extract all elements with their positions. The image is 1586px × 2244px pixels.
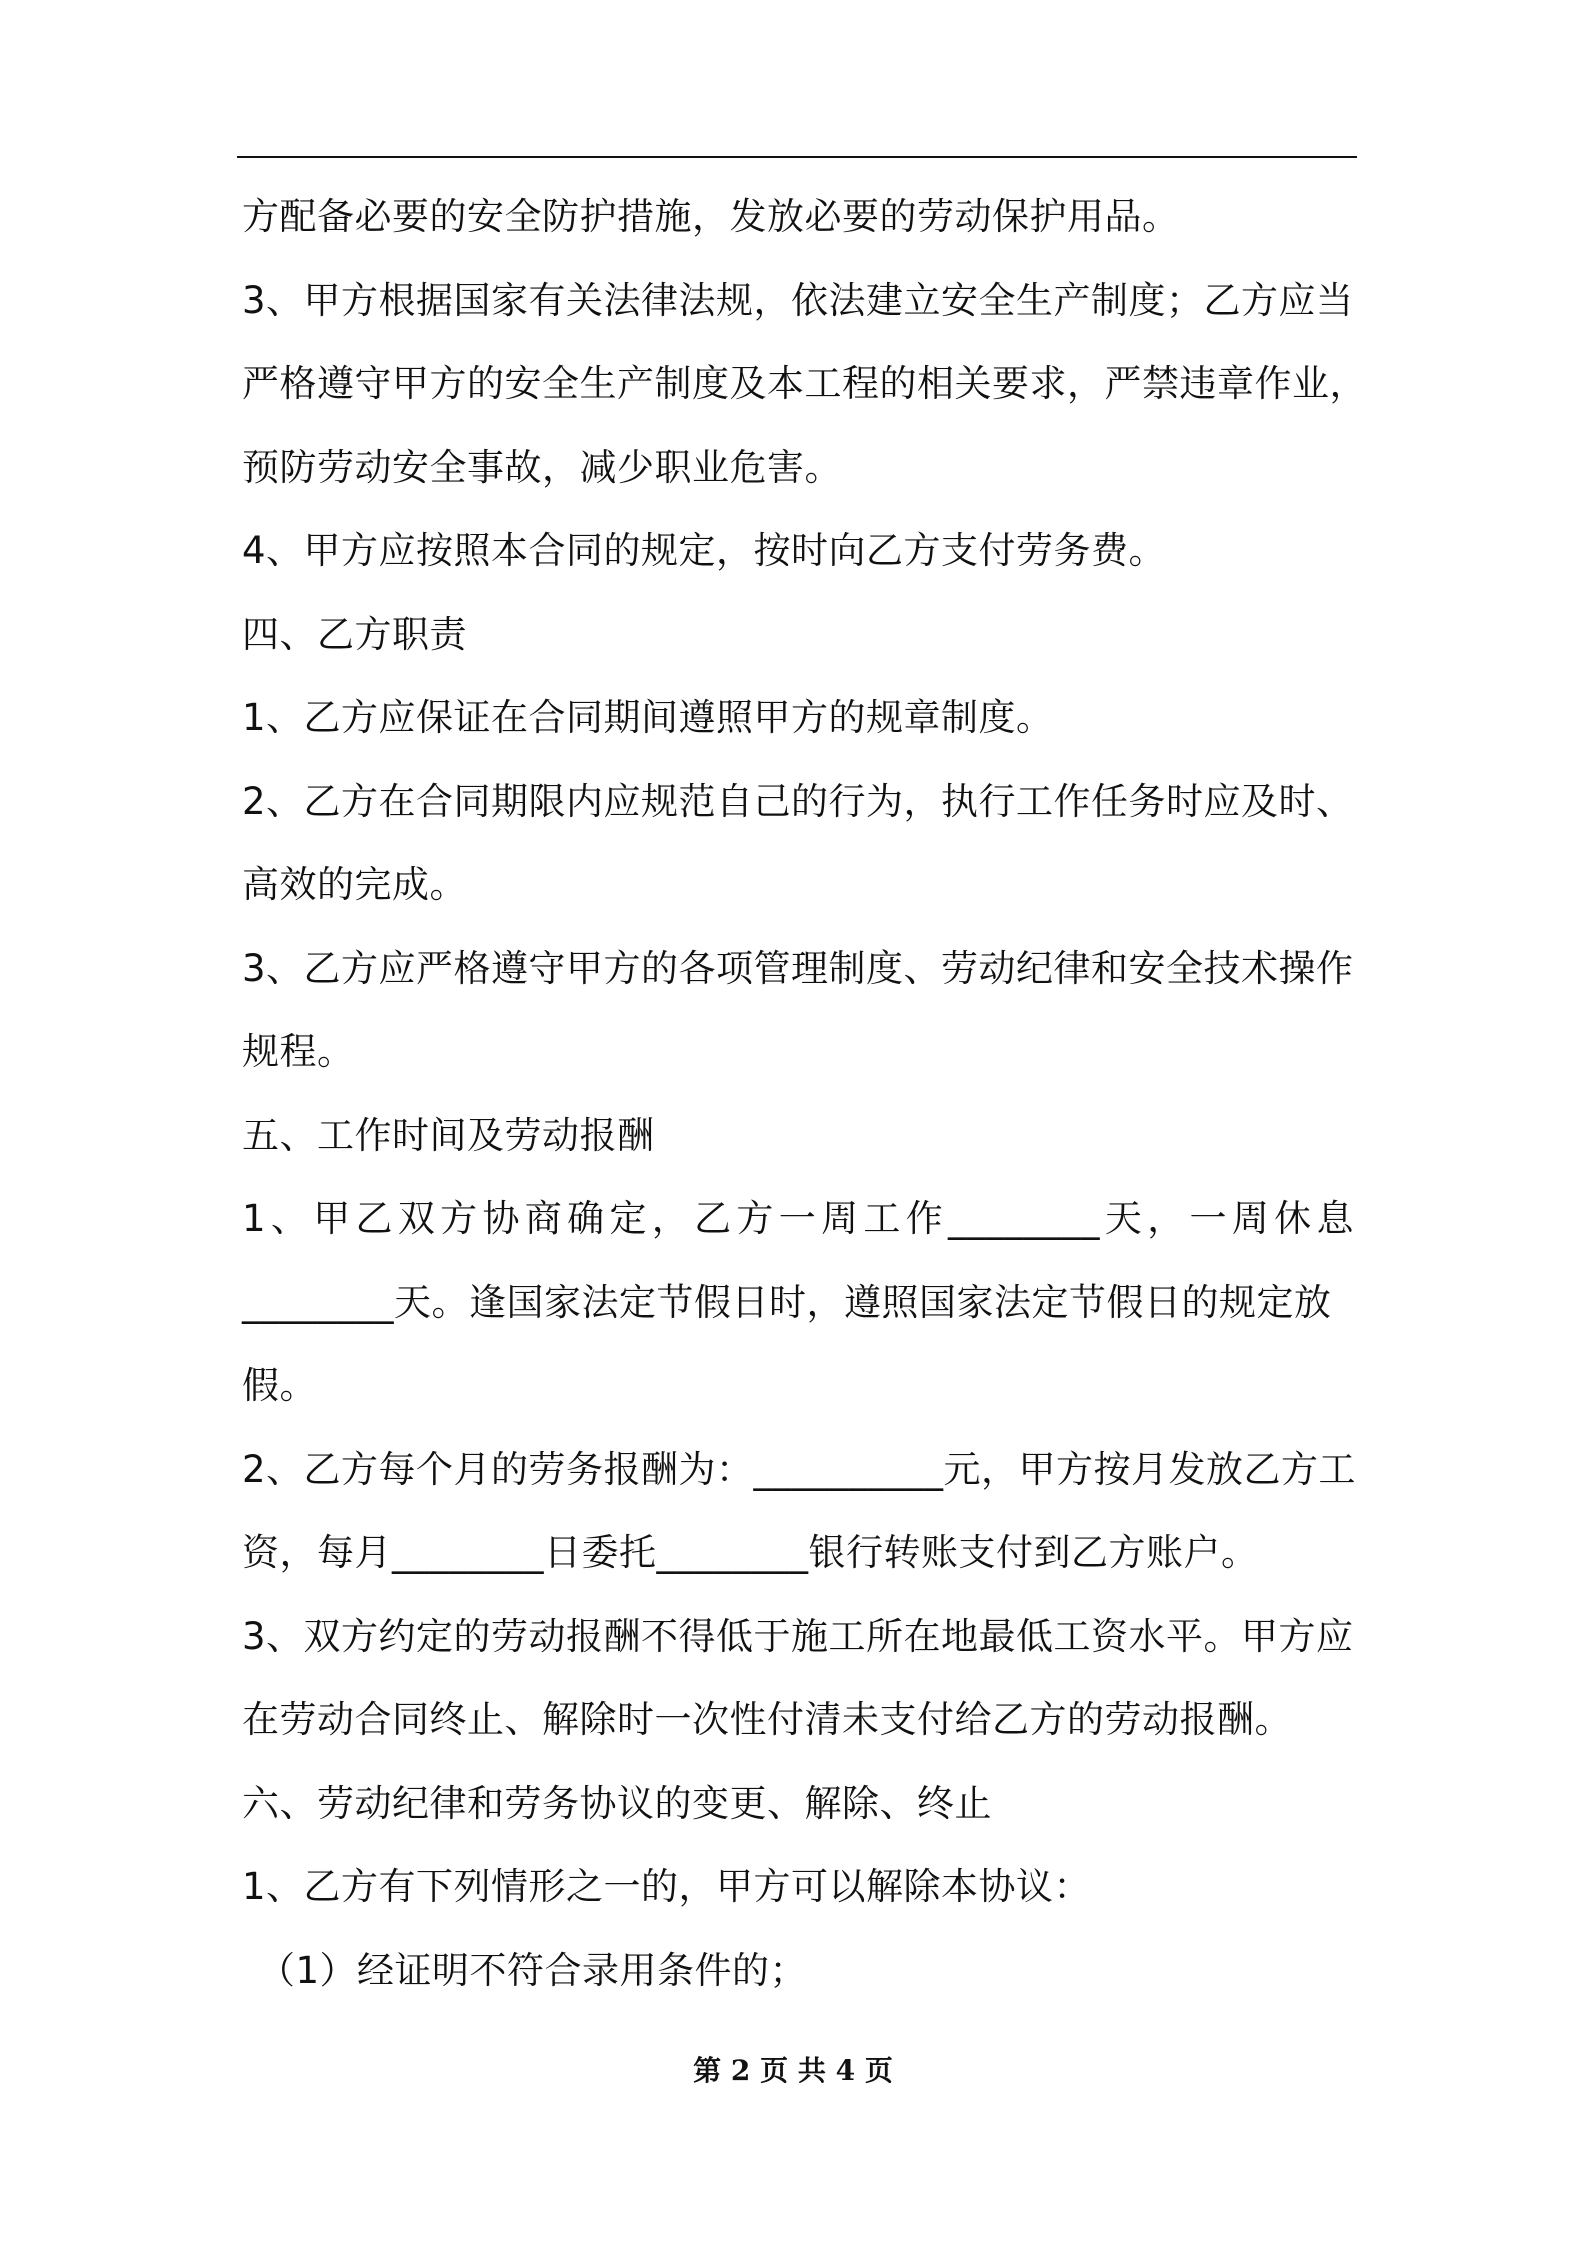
header-rule (237, 156, 1357, 158)
document-body (242, 195, 1367, 2033)
text-line: 预防劳动安全事故，减少职业危害。 (242, 445, 842, 489)
text-line: 假。 (242, 1364, 317, 1407)
text-line: ________天。逢国家法定节假日时，遵照国家法定节假日的规定放 (242, 1280, 1332, 1324)
text-line: 2、乙方每个月的劳务报酬为：__________元，甲方按月发放乙方工 (242, 1447, 1357, 1491)
text-line: 资，每月________日委托________银行转账支付到乙方账户。 (242, 1531, 1259, 1574)
text-line: 规程。 (242, 1030, 355, 1073)
page-number: 第 2 页 共 4 页 (693, 2054, 893, 2087)
text-line: 高效的完成。 (242, 863, 467, 906)
text-line: 方配备必要的安全防护措施，发放必要的劳动保护用品。 (242, 195, 1180, 238)
section-heading: 四、乙方职责 (242, 612, 467, 656)
text-line: 1、乙方有下列情形之一的，甲方可以解除本协议： (242, 1865, 1092, 1908)
text-line: 1、乙方应保证在合同期间遵照甲方的规章制度。 (242, 696, 1054, 739)
text-line: 1、甲乙双方协商确定，乙方一周工作________天，一周休息 (242, 1197, 1354, 1240)
list-item: （1）经证明不符合录用条件的； (258, 1948, 808, 1992)
text-line: 3、双方约定的劳动报酬不得低于施工所在地最低工资水平。甲方应 (242, 1614, 1354, 1658)
text-line: 3、乙方应严格遵守甲方的各项管理制度、劳动纪律和安全技术操作 (242, 946, 1354, 990)
section-heading: 六、劳动纪律和劳务协议的变更、解除、终止 (242, 1781, 992, 1825)
text-line: 3、甲方根据国家有关法律法规，依法建立安全生产制度；乙方应当 (242, 278, 1354, 322)
section-heading: 五、工作时间及劳动报酬 (242, 1113, 655, 1157)
text-line: 2、乙方在合同期限内应规范自己的行为，执行工作任务时应及时、 (242, 779, 1354, 823)
text-line: 严格遵守甲方的安全生产制度及本工程的相关要求，严禁违章作业， (242, 362, 1367, 405)
text-line: 4、甲方应按照本合同的规定，按时向乙方支付劳务费。 (242, 529, 1167, 572)
text-line: 在劳动合同终止、解除时一次性付清未支付给乙方的劳动报酬。 (242, 1698, 1292, 1741)
